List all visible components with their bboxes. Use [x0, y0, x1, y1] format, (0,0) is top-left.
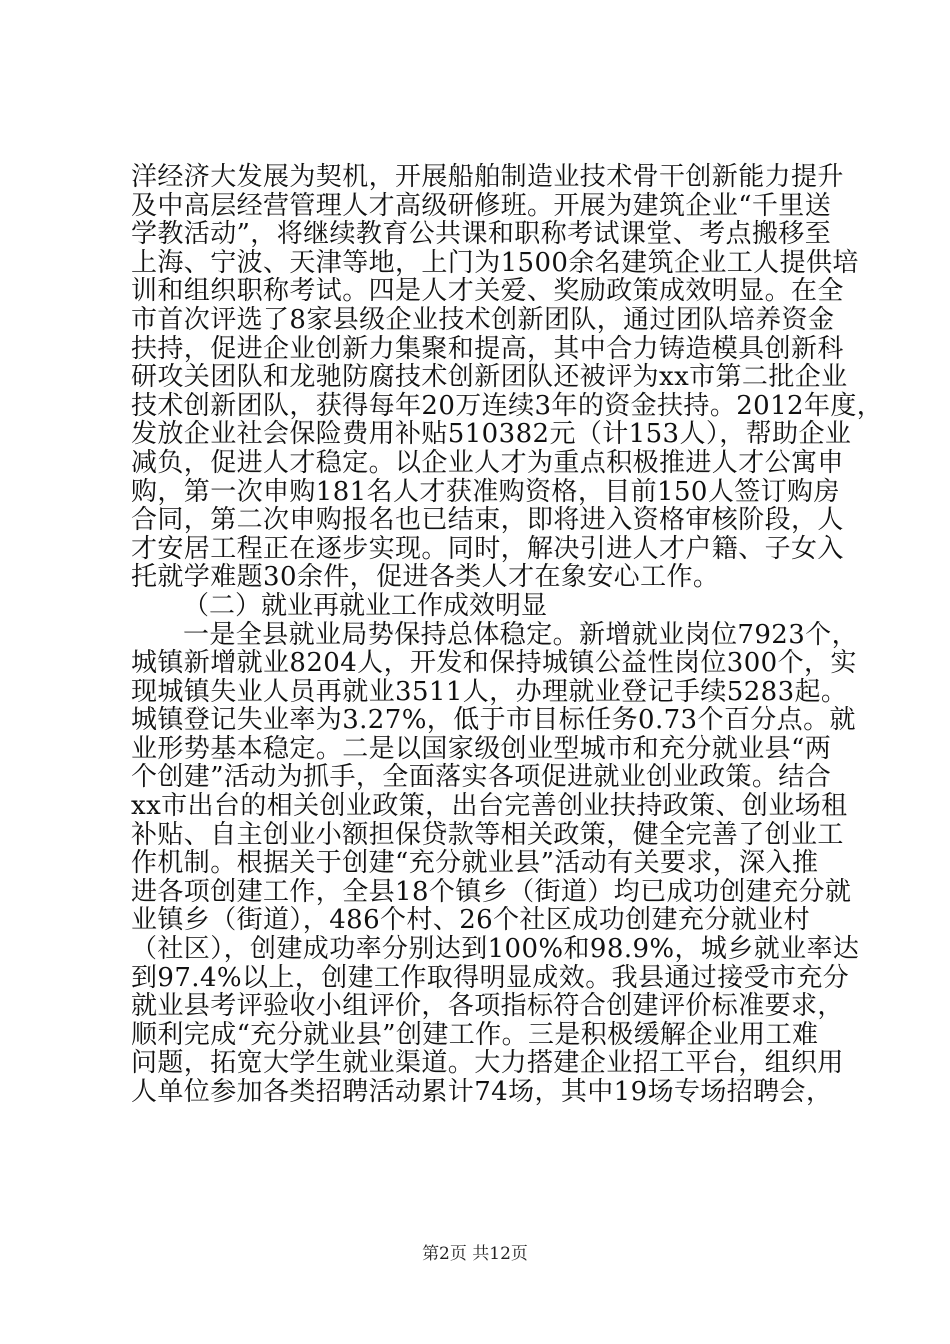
text-line: 问题，拓宽大学生就业渠道。大力搭建企业招工平台，组织用 [131, 1048, 844, 1079]
text-line: 现城镇失业人员再就业3511人，办理就业登记手续5283起。 [131, 676, 848, 707]
text-line: 市首次评选了8家县级企业技术创新团队，通过团队培养资金 [131, 304, 835, 335]
text-line: 合同，第二次申购报名也已结束，即将进入资格审核阶段，人 [131, 505, 844, 536]
text-line: 顺利完成“充分就业县”创建工作。三是积极缓解企业用工难 [131, 1019, 819, 1050]
text-line: 到97.4%以上，创建工作取得明显成效。我县通过接受市充分 [131, 962, 850, 993]
text-line: 才安居工程正在逐步实现。同时，解决引进人才户籍、子女入 [131, 533, 844, 564]
text-line: 业镇乡（街道），486个村、26个社区成功创建充分就业村 [131, 905, 810, 936]
section-heading: （二）就业再就业工作成效明显 [183, 590, 548, 621]
paragraph-1 [131, 162, 884, 593]
text-line: 技术创新团队，获得每年20万连续3年的资金扶持。2012年度， [131, 390, 884, 421]
text-line: 及中高层经营管理人才高级研修班。开展为建筑企业“千里送 [131, 190, 832, 221]
text-line: 发放企业社会保险费用补贴510382元（计153人），帮助企业 [131, 419, 852, 450]
text-line: xx市出台的相关创业政策，出台完善创业扶持政策、创业场租 [131, 791, 848, 822]
text-line: 上海、宁波、天津等地，上门为1500余名建筑企业工人提供培 [131, 247, 859, 278]
text-line: 托就学难题30余件，促进各类人才在象安心工作。 [131, 562, 720, 593]
text-line: 减负，促进人才稳定。以企业人才为重点积极推进人才公寓申 [131, 447, 844, 478]
document-body [131, 162, 884, 1107]
paragraph-2 [131, 619, 860, 1107]
text-line: 扶持，促进企业创新力集聚和提高，其中合力铸造模具创新科 [131, 333, 844, 364]
text-line: 业形势基本稳定。二是以国家级创业型城市和充分就业县“两 [131, 733, 832, 764]
text-line: 个创建”活动为抓手，全面落实各项促进就业创业政策。结合 [131, 762, 832, 793]
text-line: 一是全县就业局势保持总体稳定。新增就业岗位7923个， [183, 619, 858, 650]
text-line: 进各项创建工作，全县18个镇乡（街道）均已成功创建充分就 [131, 876, 852, 907]
text-line: 补贴、自主创业小额担保贷款等相关政策，健全完善了创业工 [131, 819, 844, 850]
text-line: 学教活动”，将继续教育公共课和职称考试课堂、考点搬移至 [131, 219, 832, 250]
text-line: 洋经济大发展为契机，开展船舶制造业技术骨干创新能力提升 [131, 162, 844, 192]
text-line: （社区），创建成功率分别达到100%和98.9%，城乡就业率达 [131, 934, 860, 965]
text-line: 人单位参加各类招聘活动累计74场，其中19场专场招聘会， [131, 1077, 833, 1107]
text-line: 就业县考评验收小组评价，各项指标符合创建评价标准要求， [131, 991, 844, 1022]
page-number-footer: 第2页 共12页 [422, 1244, 528, 1264]
text-line: 城镇新增就业8204人，开发和保持城镇公益性岗位300个，实 [131, 648, 857, 679]
text-line: 城镇登记失业率为3.27%，低于市目标任务0.73个百分点。就 [131, 705, 856, 736]
text-line: 训和组织职称考试。四是人才关爱、奖励政策成效明显。在全 [131, 276, 844, 307]
text-line: 购，第一次申购181名人才获准购资格，目前150人签订购房 [131, 476, 840, 507]
text-line: 研攻关团队和龙驰防腐技术创新团队还被评为xx市第二批企业 [131, 362, 848, 393]
text-line: 作机制。根据关于创建“充分就业县”活动有关要求，深入推 [131, 848, 819, 879]
